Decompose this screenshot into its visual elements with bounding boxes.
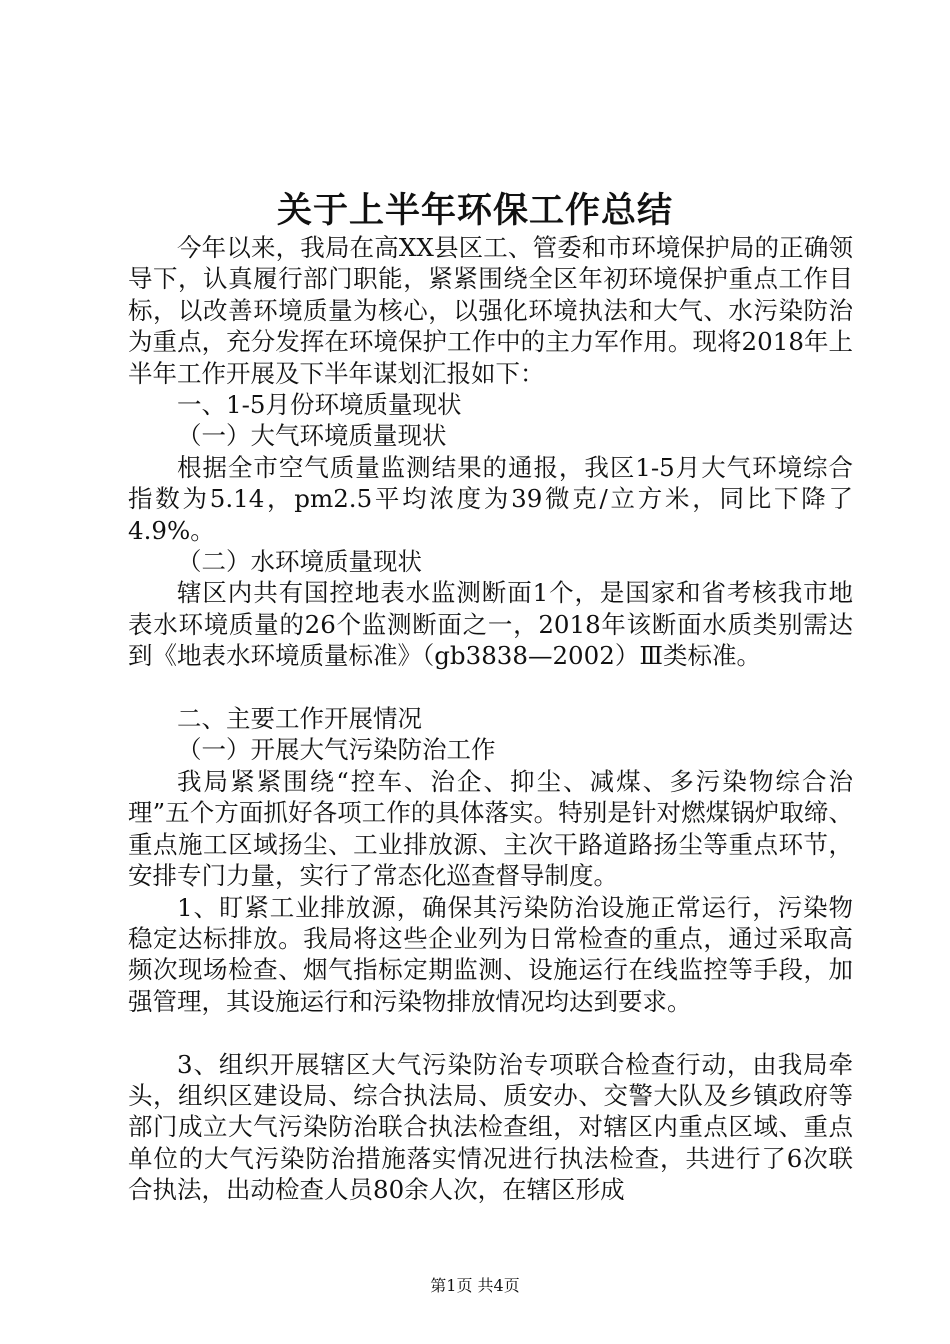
blank-line [128,1017,853,1048]
document-title: 关于上半年环保工作总结 [276,190,673,231]
page-footer: 第1页 共4页 [430,1276,520,1295]
subsection-heading-water: （二）水环境质量现状 [177,547,422,577]
subsection-heading-air: （一）大气环境质量现状 [177,421,447,451]
document-body [128,232,853,1206]
paragraph-water-quality: 辖区内共有国控地表水监测断面1个，是国家和省考核我市地表水环境质量的26个监测断面之一，2018年该断面水质类别需达到《地表水环境质量标准》（gb3838—2002）Ⅲ类标准。 [128,578,853,671]
paragraph-air-quality: 根据全市空气质量监测结果的通报，我区1-5月大气环境综合指数为5.14，pm2.5平均浓度为39微克/立方米，同比下降了4.9%。 [128,452,853,545]
section-heading-1: 一、1-5月份环境质量现状 [177,390,462,420]
subsection-heading-air-pollution: （一）开展大气污染防治工作 [177,735,496,765]
paragraph-item-3: 3、组织开展辖区大气污染防治专项联合检查行动，由我局牵头，组织区建设局、综合执法局、质安办、交警大队及乡镇政府等部门成立大气污染防治联合执法检查组，对辖区内重点区域、重点单位的大气污染防治措施落实情况进行执法检查，共进行了6次联合执法，出动检查人员80余人次，在辖区形成 [128,1049,853,1205]
blank-line [128,672,853,703]
paragraph-intro: 今年以来，我局在高XX县区工、管委和市环境保护局的正确领导下，认真履行部门职能，紧紧围绕全区年初环境保护重点工作目标，以改善环境质量为核心，以强化环境执法和大气、水污染防治为重点，充分发挥在环境保护工作中的主力军作用。现将2018年上半年工作开展及下半年谋划汇报如下： [128,233,853,388]
section-heading-2: 二、主要工作开展情况 [177,704,422,734]
paragraph-air-pollution-work: 我局紧紧围绕“控车、治企、抑尘、减煤、多污染物综合治理”五个方面抓好各项工作的具体落实。特别是针对燃煤锅炉取缔、重点施工区域扬尘、工业排放源、主次干路道路扬尘等重点环节，安排专门力量，实行了常态化巡查督导制度。 [128,766,853,891]
paragraph-item-1: 1、盯紧工业排放源，确保其污染防治设施正常运行，污染物稳定达标排放。我局将这些企业列为日常检查的重点，通过采取高频次现场检查、烟气指标定期监测、设施运行在线监控等手段，加强管理，其设施运行和污染物排放情况均达到要求。 [128,892,853,1016]
